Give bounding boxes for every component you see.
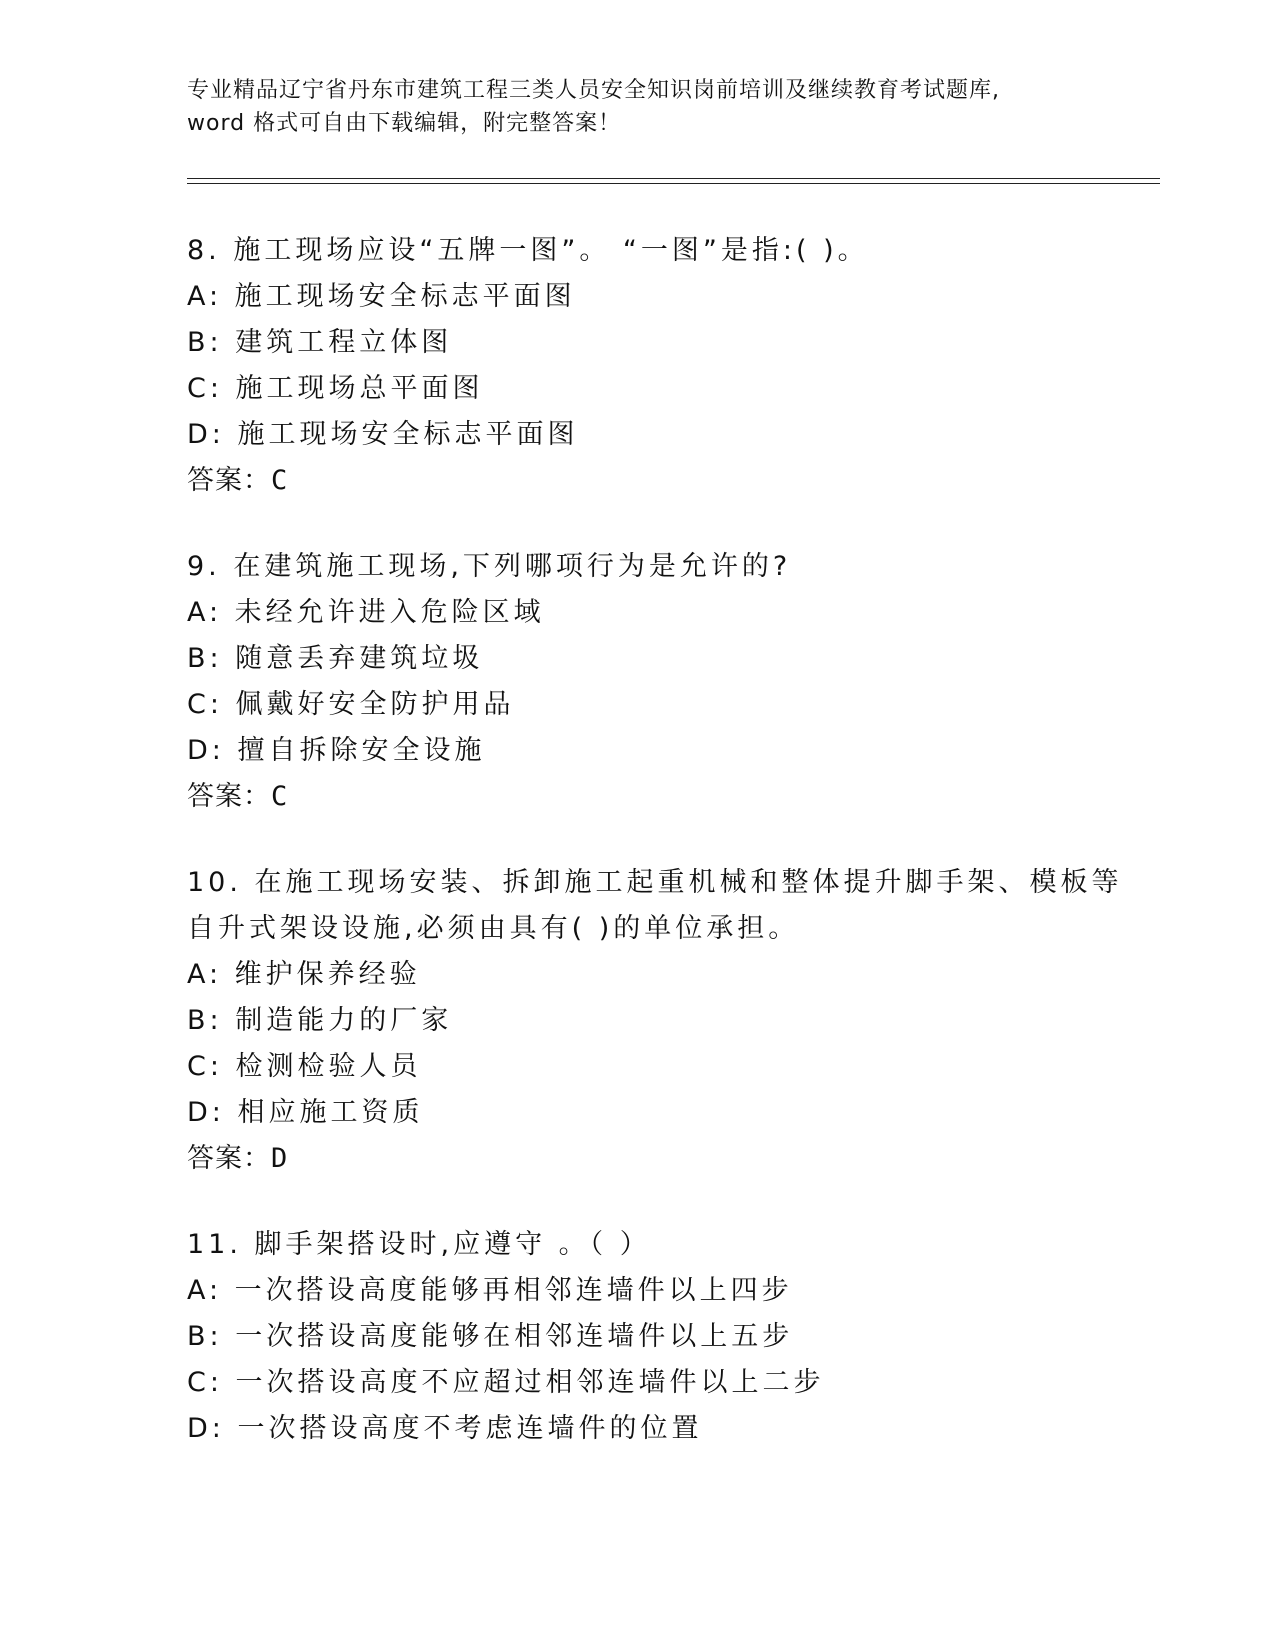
header-divider-bottom	[187, 183, 1160, 184]
answer-label: 答案：	[187, 1143, 271, 1174]
question-stem: 11. 脚手架搭设时,应遵守 。（ ）	[187, 1229, 651, 1260]
header-line-2: word 格式可自由下载编辑，附完整答案！	[187, 111, 622, 136]
header-divider-top	[187, 178, 1160, 179]
option-d: D: 擅自拆除安全设施	[187, 735, 486, 766]
option-b: B: 一次搭设高度能够在相邻连墙件以上五步	[187, 1321, 794, 1352]
question-stem-line-2: 自升式架设设施,必须由具有( )的单位承担。	[187, 913, 800, 944]
option-b: B: 随意丢弃建筑垃圾	[187, 643, 484, 674]
answer-line	[187, 458, 1087, 504]
question-9	[187, 544, 1087, 820]
question-stem: 8. 施工现场应设“五牌一图”。 “一图”是指:( )。	[187, 235, 869, 266]
option-d: D: 施工现场安全标志平面图	[187, 419, 579, 450]
header-line-1: 专业精品辽宁省丹东市建筑工程三类人员安全知识岗前培训及继续教育考试题库,	[187, 78, 1000, 103]
question-stem-line-1: 10. 在施工现场安装、拆卸施工起重机械和整体提升脚手架、模板等	[187, 867, 1123, 898]
document-header	[187, 74, 1087, 140]
answer-value: D	[271, 1143, 289, 1174]
answer-line	[187, 1136, 1087, 1182]
option-c: C: 施工现场总平面图	[187, 373, 484, 404]
answer-line	[187, 774, 1087, 820]
option-d: D: 一次搭设高度不考虑连墙件的位置	[187, 1413, 703, 1444]
option-c: C: 一次搭设高度不应超过相邻连墙件以上二步	[187, 1367, 825, 1398]
answer-label: 答案：	[187, 781, 271, 812]
option-c: C: 检测检验人员	[187, 1051, 422, 1082]
answer-value: C	[271, 781, 289, 812]
option-a: A: 一次搭设高度能够再相邻连墙件以上四步	[187, 1275, 793, 1306]
option-b: B: 制造能力的厂家	[187, 1005, 453, 1036]
option-d: D: 相应施工资质	[187, 1097, 424, 1128]
question-8	[187, 228, 1087, 504]
question-10	[187, 860, 1123, 1182]
answer-value: C	[271, 465, 289, 496]
question-stem: 9. 在建筑施工现场,下列哪项行为是允许的?	[187, 551, 792, 582]
option-c: C: 佩戴好安全防护用品	[187, 689, 515, 720]
question-11	[187, 1222, 1087, 1452]
option-a: A: 施工现场安全标志平面图	[187, 281, 576, 312]
option-a: A: 未经允许进入危险区域	[187, 597, 545, 628]
option-a: A: 维护保养经验	[187, 959, 421, 990]
option-b: B: 建筑工程立体图	[187, 327, 453, 358]
answer-label: 答案：	[187, 465, 271, 496]
